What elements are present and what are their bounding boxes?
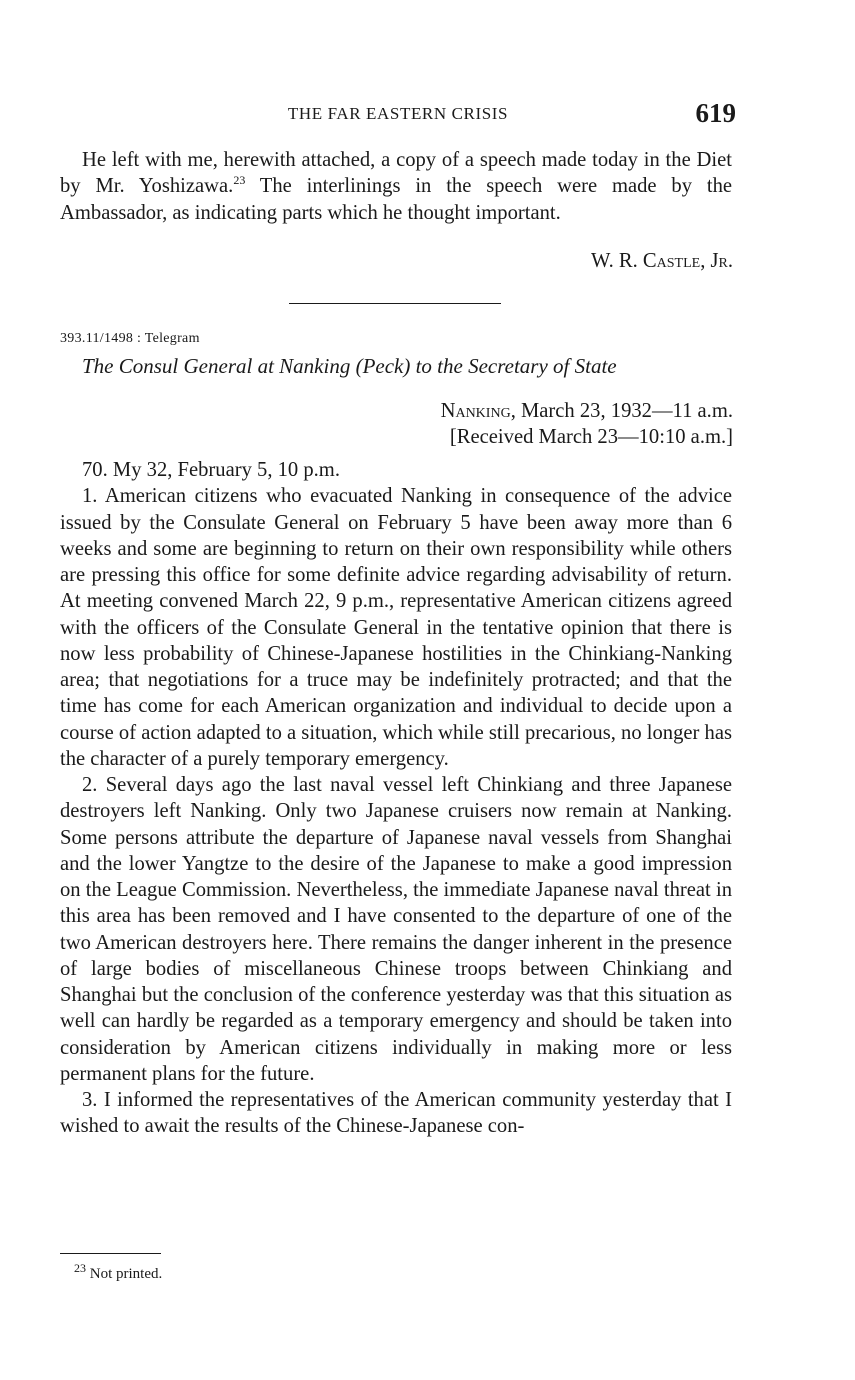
telegram-paragraph-1: 1. American citizens who evacuated Nanking in consequence of the advice issued by the Consulate General on February 5 have been away more than 6 weeks and some are beginning to return on their own responsibility while others are pressing this office for some definite advice regarding advisability of return. At meeting convened March 22, 9 p.m., representative American citizens agreed with the officers of the Consulate General in the tentative opinion that there is now less probability of Chinese-Japanese hostilities in the Chinkiang-Nanking area; that negotiations for a truce may be indefinitely protracted; and that the time has come for each American organization and individual to decide upon a course of action adapted to a situation, which while still precarious, no longer has the character of a purely temporary emergency. [60, 485, 732, 770]
dateline-place: Nanking [440, 400, 511, 422]
footnote-divider [60, 1253, 161, 1254]
page-number: 619 [695, 98, 736, 128]
opening-text-after: The interlinings in the speech were made by the Ambassador, as indicating parts which he thought important. [60, 175, 733, 224]
running-header [60, 98, 736, 134]
running-title: THE FAR EASTERN CRISIS [287, 104, 509, 123]
telegram-reference: 70. My 32, February 5, 10 p.m. [82, 459, 340, 481]
file-reference: 393.11/1498 : Telegram [60, 331, 200, 346]
opening-paragraph [60, 147, 732, 226]
dateline-sent [441, 398, 733, 424]
telegram-paragraph-3: 3. I informed the representatives of the American community yesterday that I wished to await the results of the Chinese-Japanese con- [60, 1089, 732, 1138]
dateline-received: [Received March 23—10:10 a.m.] [449, 426, 733, 449]
telegram-body [60, 457, 732, 1140]
telegram-paragraph-2: 2. Several days ago the last naval vessel left Chinkiang and three Japanese destroyers left Nanking. Only two Japanese cruisers now remain at Nanking. Some persons attribute the departure of Japanese naval vessels from Shanghai and the lower Yangtze to the desire of the Japanese to make a good impression on the League Commission. Nevertheless, the immediate Japanese naval threat in this area has been removed and I have consented to the departure of one of the two American destroyers here. There remains the danger inherent in the presence of large bodies of miscellaneous Chinese troops between Chinkiang and Shanghai but the conclusion of the conference yesterday was that this situation as well can hardly be regarded as a temporary emergency and should be taken into consideration by American citizens individually in making more or less permanent plans for the future. [60, 774, 732, 1085]
footnote-reference: 23 [233, 173, 246, 188]
dateline-date: , March 23, 1932—11 a.m. [510, 400, 733, 422]
footnote [74, 1261, 163, 1283]
footnote-text: Not printed. [86, 1266, 163, 1282]
document-title: The Consul General at Nanking (Peck) to the Secretary of State [82, 354, 617, 378]
footnote-marker: 23 [74, 1261, 86, 1275]
opening-text-before: He left with me, herewith attached, a copy of a speech made today in the Diet by Mr. Yoshizawa. [60, 149, 732, 198]
section-divider [289, 303, 501, 304]
signature: W. R. Castle, Jr. [591, 250, 733, 272]
dateline [441, 398, 733, 451]
